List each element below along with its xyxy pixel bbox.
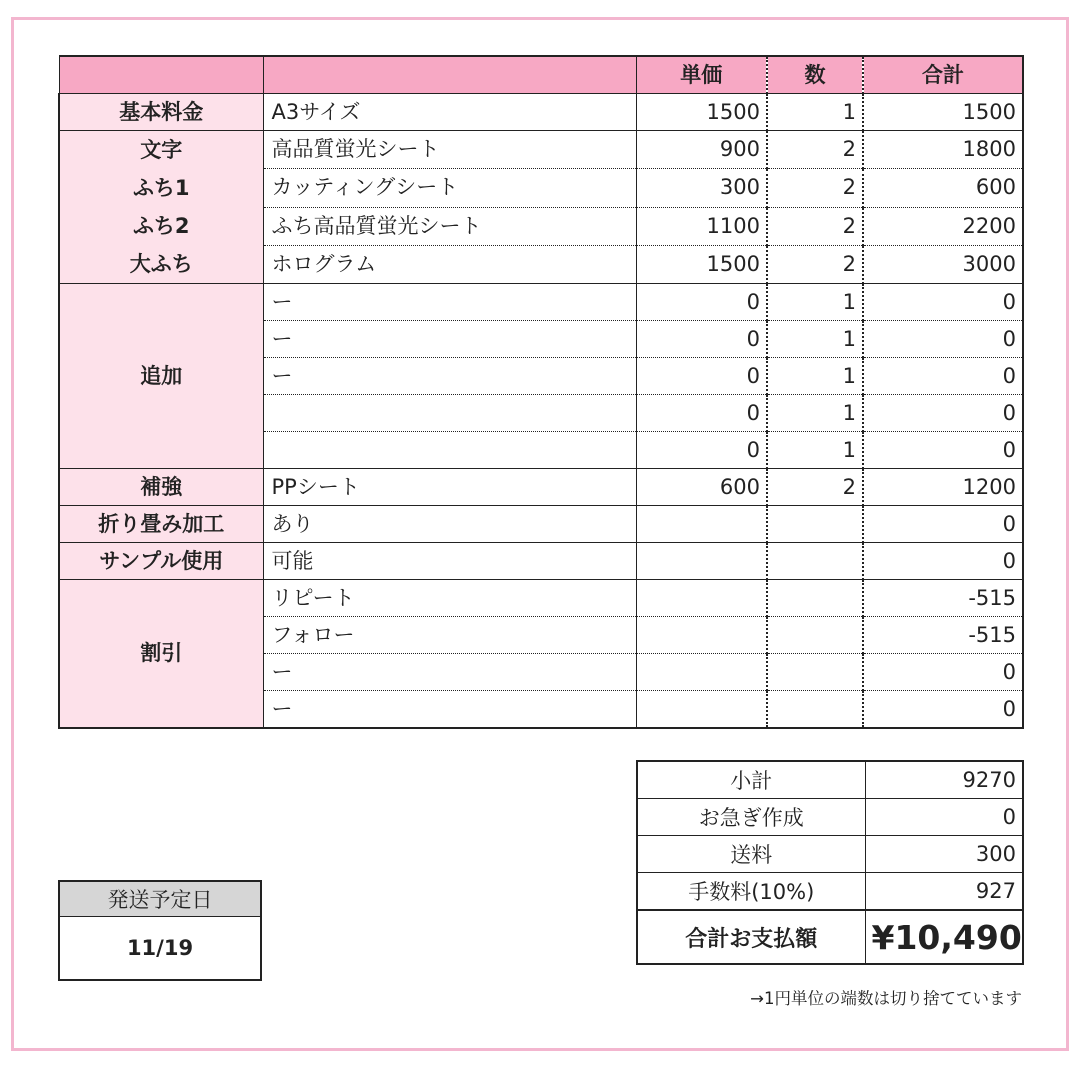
row-total: 0 (863, 284, 1023, 321)
category-sample: サンプル使用 (59, 543, 263, 580)
table-row (59, 94, 1023, 131)
row-total: 0 (863, 543, 1023, 580)
header-quantity: 数 (767, 56, 863, 94)
row-total: 0 (863, 691, 1023, 729)
header-blank-cat (59, 56, 263, 94)
quantity: 2 (767, 469, 863, 506)
unit-price: 900 (636, 131, 767, 169)
item-name: ー (263, 358, 636, 395)
header-total: 合計 (863, 56, 1023, 94)
quantity: 1 (767, 358, 863, 395)
table-header (59, 56, 1023, 94)
item-name (263, 432, 636, 469)
row-total: -515 (863, 580, 1023, 617)
table-row (59, 506, 1023, 543)
table-row (59, 469, 1023, 506)
item-name: カッティングシート (263, 169, 636, 207)
unit-price: 1500 (636, 245, 767, 283)
row-total: 600 (863, 169, 1023, 207)
item-name: ー (263, 284, 636, 321)
table-row (59, 284, 1023, 321)
unit-price: 0 (636, 395, 767, 432)
row-total: 1500 (863, 94, 1023, 131)
item-name: PPシート (263, 469, 636, 506)
rush-label: お急ぎ作成 (637, 799, 865, 836)
item-name: リピート (263, 580, 636, 617)
category-moji: 文字 (140, 138, 183, 162)
unit-price (636, 506, 767, 543)
quantity: 2 (767, 245, 863, 283)
summary-table (636, 760, 1024, 965)
item-name: フォロー (263, 617, 636, 654)
summary-total-row (637, 910, 1023, 964)
item-name: ホログラム (263, 245, 636, 283)
category-oritatami: 折り畳み加工 (59, 506, 263, 543)
unit-price: 0 (636, 321, 767, 358)
total-payment-label: 合計お支払額 (637, 910, 865, 964)
quantity (767, 691, 863, 729)
row-total: 3000 (863, 245, 1023, 283)
unit-price (636, 691, 767, 729)
item-name: あり (263, 506, 636, 543)
unit-price: 0 (636, 284, 767, 321)
total-payment-value: ¥10,490 (865, 910, 1023, 964)
category-waribiki: 割引 (59, 580, 263, 729)
summary-row (637, 799, 1023, 836)
unit-price (636, 617, 767, 654)
category-hokyo: 補強 (59, 469, 263, 506)
table-row (59, 131, 1023, 169)
rush-value: 0 (865, 799, 1023, 836)
shipping-date-label: 発送予定日 (59, 881, 261, 917)
category-tsuika: 追加 (59, 284, 263, 469)
shipping-date-value: 11/19 (59, 917, 261, 981)
quantity (767, 617, 863, 654)
item-name: 高品質蛍光シート (263, 131, 636, 169)
quantity (767, 543, 863, 580)
table-row (59, 580, 1023, 617)
row-total: 2200 (863, 207, 1023, 245)
subtotal-value: 9270 (865, 761, 1023, 799)
unit-price: 1100 (636, 207, 767, 245)
summary-row (637, 836, 1023, 873)
unit-price (636, 654, 767, 691)
unit-price (636, 543, 767, 580)
quantity (767, 654, 863, 691)
row-total: -515 (863, 617, 1023, 654)
summary-row (637, 761, 1023, 799)
shipping-value: 300 (865, 836, 1023, 873)
category-fuchi1: ふち1 (132, 176, 190, 200)
item-name: ー (263, 321, 636, 358)
item-name: ふち高品質蛍光シート (263, 207, 636, 245)
row-total: 0 (863, 506, 1023, 543)
quantity: 1 (767, 432, 863, 469)
summary-row (637, 873, 1023, 911)
subtotal-label: 小計 (637, 761, 865, 799)
quantity (767, 580, 863, 617)
row-total: 0 (863, 358, 1023, 395)
unit-price: 300 (636, 169, 767, 207)
fee-label: 手数料(10%) (637, 873, 865, 911)
category-moji-fuchi (59, 131, 263, 284)
unit-price: 0 (636, 358, 767, 395)
rounding-note: →1円単位の端数は切り捨てています (750, 989, 1022, 1008)
unit-price: 600 (636, 469, 767, 506)
row-total: 1800 (863, 131, 1023, 169)
item-name: ー (263, 691, 636, 729)
row-total: 0 (863, 432, 1023, 469)
quantity: 2 (767, 169, 863, 207)
row-total: 0 (863, 654, 1023, 691)
quantity: 2 (767, 207, 863, 245)
row-total: 0 (863, 321, 1023, 358)
row-total: 1200 (863, 469, 1023, 506)
header-unit-price: 単価 (636, 56, 767, 94)
header-blank-item (263, 56, 636, 94)
quantity: 1 (767, 395, 863, 432)
item-name (263, 395, 636, 432)
fee-value: 927 (865, 873, 1023, 911)
price-table (58, 55, 1024, 729)
shipping-date-box (58, 880, 262, 981)
unit-price (636, 580, 767, 617)
quantity: 2 (767, 131, 863, 169)
quantity: 1 (767, 94, 863, 131)
row-total: 0 (863, 395, 1023, 432)
shipping-label: 送料 (637, 836, 865, 873)
quantity: 1 (767, 321, 863, 358)
item-name: ー (263, 654, 636, 691)
unit-price: 1500 (636, 94, 767, 131)
table-row (59, 543, 1023, 580)
item-name: A3サイズ (263, 94, 636, 131)
category-base: 基本料金 (59, 94, 263, 131)
item-name: 可能 (263, 543, 636, 580)
unit-price: 0 (636, 432, 767, 469)
category-fuchi2: ふち2 (132, 214, 190, 238)
category-ofuchi: 大ふち (129, 252, 193, 276)
quantity (767, 506, 863, 543)
quantity: 1 (767, 284, 863, 321)
